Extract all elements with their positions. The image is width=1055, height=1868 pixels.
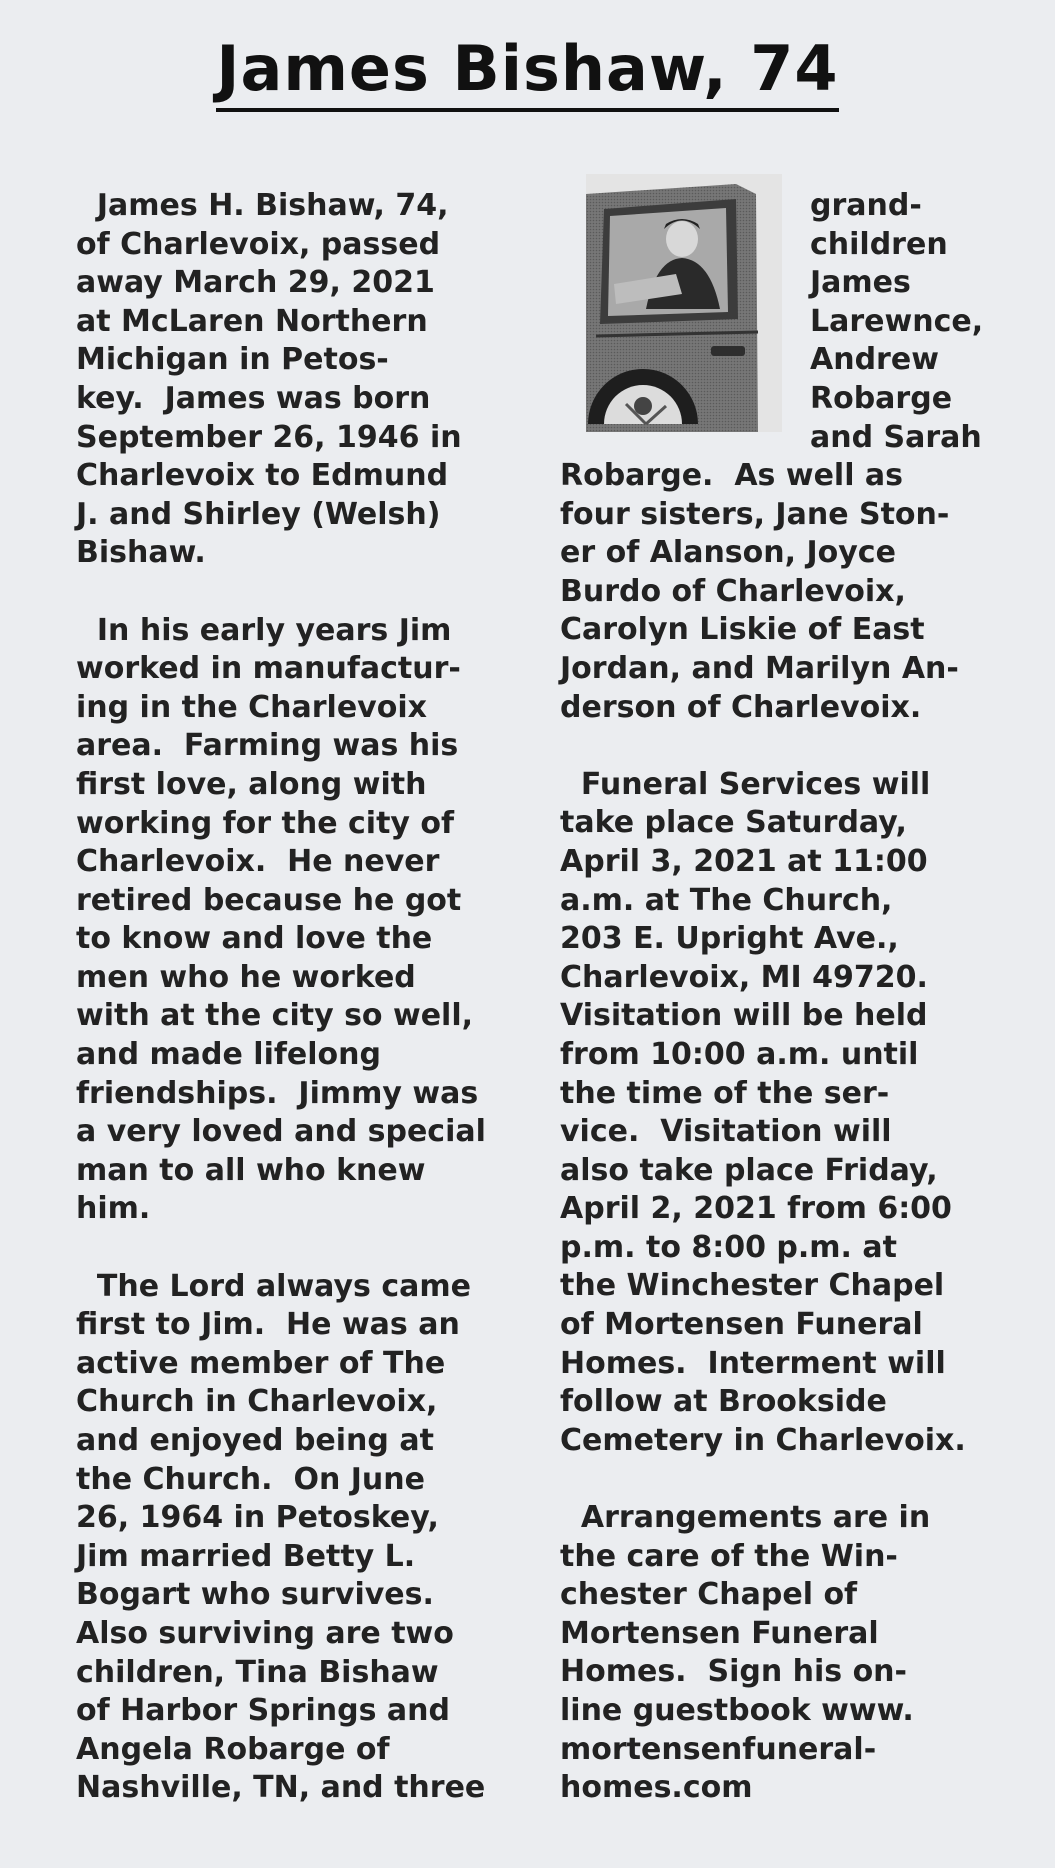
right-column-top-text: grand- children James Larewnce, Andrew Robarge and Sarah: [810, 188, 984, 455]
title-wrapper: [0, 32, 1055, 112]
right-column-text: Robarge. As well as four sisters, Jane Ston- er of Alanson, Joyce Burdo of Charlevoix, Carolyn Liskie of East Jordan, and Marilyn An- derson of Charlevoix. Funeral Services will take place Saturday, April 3, 2021 at 11:00 a.m. at The Church, 203 E. Upright Ave., Charlevoix, MI 49720. Visitation will be held from 10:00 a.m. until the time of the ser- vice. Visitation will also take place Friday, April 2, 2021 from 6:00 p.m. to 8:00 p.m. at the Winchester Chapel of Mortensen Funeral Homes. Interment will follow at Brookside Cemetery in Charlevoix. Arrangements are in the care of the Win- chester Chapel of Mortensen Funeral Homes. Sign his on- line guestbook www. mortensenfuneral- homes.com: [560, 458, 966, 1806]
portrait-photo-icon: [586, 174, 782, 432]
obituary-title: James Bishaw, 74: [216, 38, 838, 112]
truck-photo-icon: [586, 174, 782, 432]
left-column-text: James H. Bishaw, 74, of Charlevoix, passed away March 29, 2021 at McLaren Northern Michigan in Petos- key. James was born September 26, 1946 in Charlevoix to Edmund J. and Shirley (Welsh) Bishaw. In his early years Jim worked in manufactur- ing in the Charlevoix area. Farming was his first love, along with working for the city of Charlevoix. He never retired because he got to know and love the men who he worked with at the city so well, and made lifelong friendships. Jimmy was a very loved and special man to all who knew him. The Lord always came first to Jim. He was an active member of The Church in Charlevoix, and enjoyed being at the Church. On June 26, 1964 in Petoskey, Jim married Betty L. Bogart who survives. Also surviving are two children, Tina Bishaw of Harbor Springs and Angela Robarge of Nashville, TN, and three: [76, 188, 486, 1806]
